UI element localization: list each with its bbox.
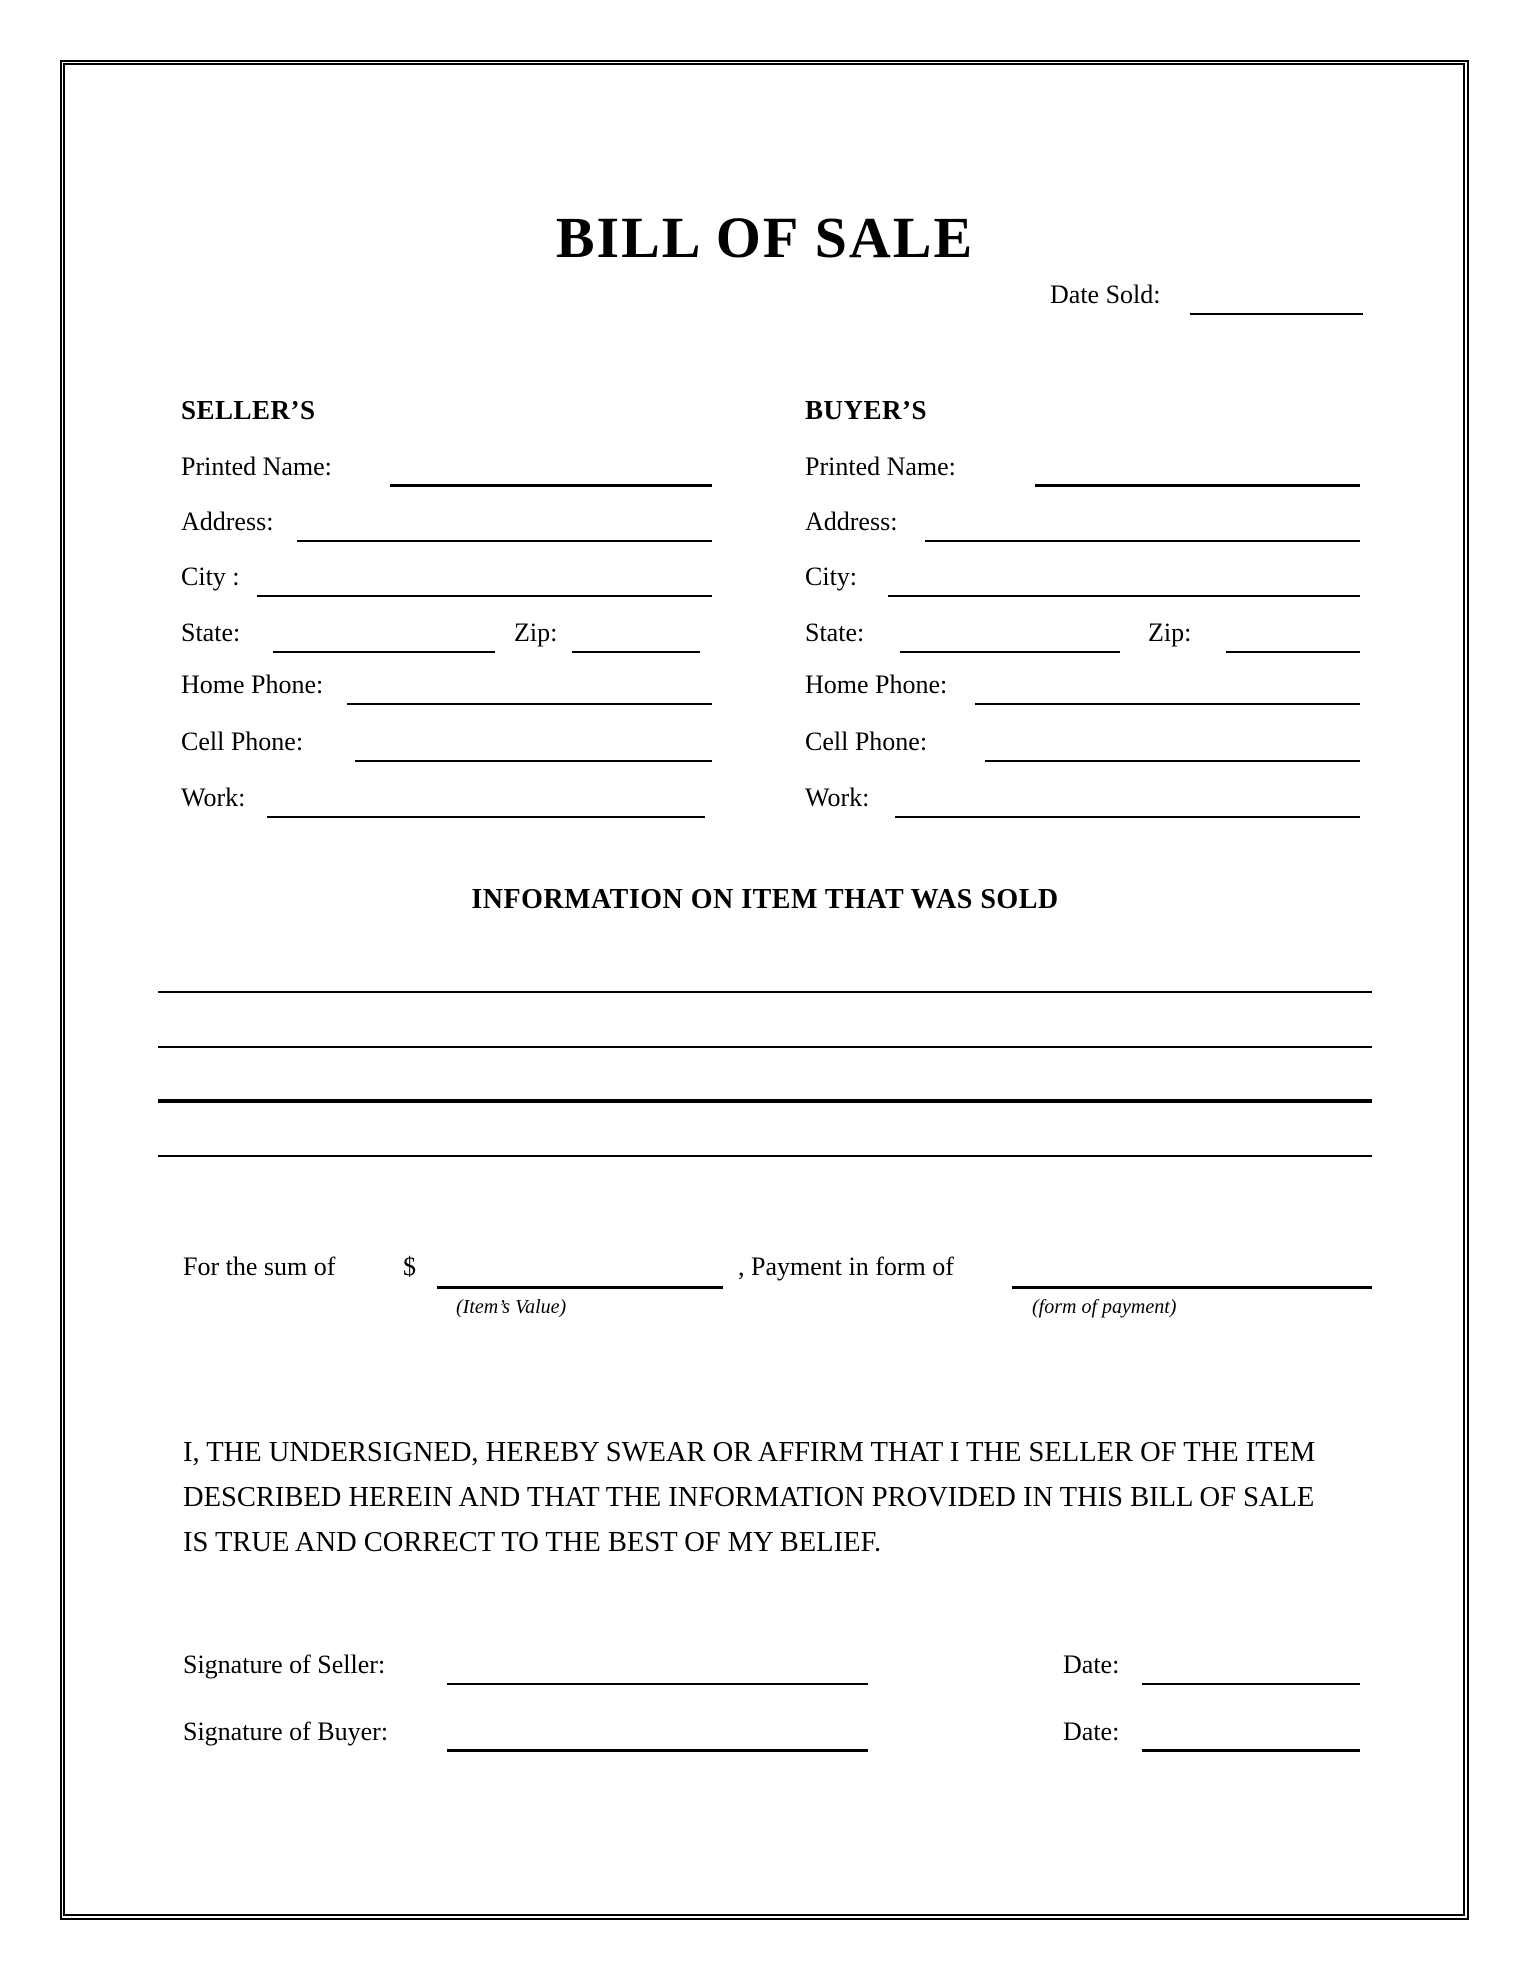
buyer-address-label: Address: [805,507,898,536]
item-value-caption: (Item’s Value) [456,1296,567,1318]
buyer-cell-phone-label: Cell Phone: [805,727,928,756]
seller-state-label: State: [181,618,241,647]
date-sold-field [1050,275,1363,315]
seller-city-field [181,557,712,597]
payment-form-label: , Payment in form of [738,1252,954,1281]
sum-prefix-label: For the sum of [183,1252,336,1281]
seller-zip-label: Zip: [514,618,558,647]
buyer-work-field [805,778,1360,818]
item-info-blank-line-4[interactable] [158,1155,1372,1157]
item-value-blank-line[interactable] [437,1286,723,1289]
buyer-home-phone-blank-line[interactable] [975,665,1360,705]
seller-city-label: City : [181,562,240,591]
buyer-work-blank-line[interactable] [895,778,1360,818]
item-info-blank-line-2[interactable] [158,1046,1372,1048]
seller-cell-phone-label: Cell Phone: [181,727,304,756]
item-info-blank-line-3[interactable] [158,1099,1372,1103]
buyer-state-zip-field [805,613,1360,653]
buyer-date-label: Date: [1063,1717,1120,1746]
date-sold-label: Date Sold: [1050,280,1161,309]
seller-home-phone-field [181,665,712,705]
buyer-printed-name-field [805,447,1360,487]
buyer-printed-name-blank-line[interactable] [1035,446,1360,487]
buyer-home-phone-field [805,665,1360,705]
buyer-date-field [1063,1712,1360,1752]
buyer-state-label: State: [805,618,865,647]
buyer-date-blank-line[interactable] [1142,1711,1360,1752]
buyer-zip-blank-line[interactable] [1226,613,1360,653]
seller-signature-blank-line[interactable] [447,1645,868,1685]
affirmation-paragraph: I, THE UNDERSIGNED, HEREBY SWEAR OR AFFIRM THAT I THE SELLER OF THE ITEM DESCRIBED HEREIN AND THAT THE INFORMATION PROVIDED IN THIS BILL OF SALE IS TRUE AND CORRECT TO THE BEST OF MY BELIEF. [183,1437,1316,1558]
seller-cell-phone-field [181,722,712,762]
buyer-section-heading: BUYER’S [805,395,928,425]
seller-state-zip-field [181,613,712,653]
seller-date-blank-line[interactable] [1142,1645,1360,1685]
seller-home-phone-label: Home Phone: [181,670,324,699]
seller-printed-name-field [181,447,712,487]
buyer-printed-name-label: Printed Name: [805,452,956,481]
seller-work-field [181,778,705,818]
buyer-address-field [805,502,1360,542]
seller-cell-phone-blank-line[interactable] [355,722,712,762]
item-info-blank-line-1[interactable] [158,991,1372,993]
seller-city-blank-line[interactable] [257,557,712,597]
dollar-sign-label: $ [403,1252,416,1281]
buyer-cell-phone-blank-line[interactable] [985,722,1360,762]
buyer-signature-label: Signature of Buyer: [183,1717,389,1746]
seller-state-blank-line[interactable] [273,613,495,653]
buyer-city-blank-line[interactable] [888,557,1360,597]
seller-printed-name-label: Printed Name: [181,452,332,481]
seller-signature-label: Signature of Seller: [183,1650,386,1679]
seller-date-label: Date: [1063,1650,1120,1679]
seller-address-field [181,502,712,542]
buyer-city-label: City: [805,562,858,591]
page-border-frame [60,60,1469,1920]
seller-date-field [1063,1645,1360,1685]
buyer-address-blank-line[interactable] [925,502,1360,542]
payment-form-caption: (form of payment) [1032,1296,1177,1318]
buyer-home-phone-label: Home Phone: [805,670,948,699]
seller-section-heading: SELLER’S [181,395,316,425]
buyer-work-label: Work: [805,783,870,812]
seller-address-blank-line[interactable] [297,502,712,542]
buyer-signature-blank-line[interactable] [447,1711,868,1752]
seller-home-phone-blank-line[interactable] [347,665,712,705]
seller-address-label: Address: [181,507,274,536]
seller-zip-blank-line[interactable] [572,613,700,653]
seller-work-blank-line[interactable] [267,778,705,818]
payment-form-blank-line[interactable] [1012,1286,1372,1289]
item-info-heading: INFORMATION ON ITEM THAT WAS SOLD [471,884,1059,915]
seller-work-label: Work: [181,783,246,812]
buyer-signature-field [183,1712,868,1752]
buyer-cell-phone-field [805,722,1360,762]
seller-printed-name-blank-line[interactable] [390,446,712,487]
seller-signature-field [183,1645,868,1685]
page-title: BILL OF SALE [555,205,975,270]
buyer-city-field [805,557,1360,597]
buyer-zip-label: Zip: [1148,618,1192,647]
buyer-state-blank-line[interactable] [900,613,1120,653]
date-sold-blank-line[interactable] [1190,275,1363,315]
